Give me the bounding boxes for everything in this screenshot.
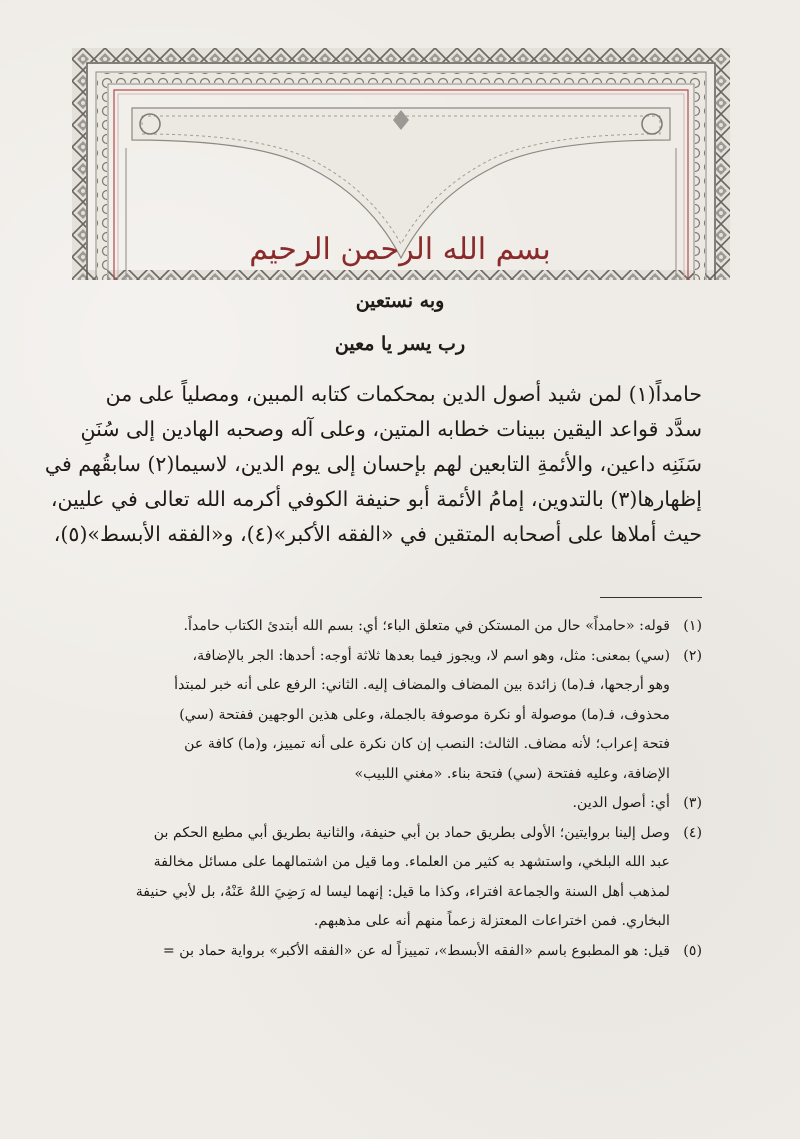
- footnote-text: وصل إلينا بروايتين؛ الأولى بطريق حماد بن أبي حنيفة، والثانية بطريق أبي مطيع الحكم بن: [153, 824, 670, 841]
- footnote-5: [98, 937, 702, 967]
- footnote-number: (٥): [683, 942, 702, 959]
- footnotes: [98, 612, 702, 966]
- footnote-text: قوله: «حامداً» حال من المستكن في متعلق الباء؛ أي: بسم الله أبتدئ الكتاب حامداً.: [183, 618, 670, 634]
- footnote-continuation: لمذهب أهل السنة والجماعة افتراء، وكذا ما قيل: إنهما ليسا له رَضِيَ اللهُ عَنْهُ، بل لأبي حنيفة: [135, 883, 670, 900]
- main-text-line: حيث أملاها على أصحابه المتقين في «الفقه الأكبر»(٤)، و«الفقه الأبسط»(٥)،: [53, 522, 702, 546]
- heading-wa-bihi-nastaeen: وبه نستعين: [355, 290, 445, 312]
- footnote-continuation: محذوف، فـ(ما) موصولة أو نكرة موصوفة بالجملة، وعلى هذين الوجهين ففتحة (سي): [179, 706, 670, 723]
- footnote-continuation: فتحة إعراب؛ لأنه مضاف. الثالث: النصب إن كان نكرة على أنه تمييز، و(ما) كافة عن: [184, 736, 670, 752]
- heading-rabbi-yassir: رب يسر يا معين: [334, 333, 466, 355]
- footnote-1: [98, 612, 702, 642]
- footnote-text: (سي) بمعنى: مثل، وهو اسم لا، ويجوز فيما بعدها ثلاثة أوجه: أحدها: الجر بالإضافة،: [192, 647, 670, 664]
- basmala-calligraphy: بسم الله الرحمن الرحيم: [249, 232, 551, 267]
- main-text-line: إظهارها(٣) بالتدوين، إمامُ الأئمة أبو حنيفة الكوفي أكرمه الله تعالى في عليين،: [50, 487, 702, 511]
- main-text-line: سَنَنِه داعين، والأئمةِ التابعين لهم بإحسان إلى يوم الدين، لاسيما(٢) سابقُهم في: [44, 452, 702, 476]
- footnote-number: (١): [683, 618, 702, 634]
- footnote-4: [98, 819, 702, 849]
- main-text-line: حامداً(١) لمن شيد أصول الدين بمحكمات كتابه المبين، ومصلياً على من: [105, 382, 702, 406]
- main-text: [44, 377, 702, 552]
- main-text-line: سدَّد قواعد اليقين ببينات خطابه المتين، وعلى آله وصحبه الهادين إلى سُنَنِ: [80, 417, 702, 441]
- footnote-text: أي: أصول الدين.: [572, 795, 670, 811]
- footnote-number: (٢): [683, 647, 702, 664]
- footnote-continuation: الإضافة، وعليه ففتحة (سي) فتحة بناء. «مغني اللبيب»: [354, 765, 670, 782]
- footnote-text: قيل: هو المطبوع باسم «الفقه الأبسط»، تمييزاً له عن «الفقه الأكبر» برواية حماد بن =: [162, 942, 670, 959]
- footnote-3: [98, 789, 702, 819]
- footnote-continuation: البخاري. فمن اختراعات المعتزلة زعماً منهم أنه على مذهبهم.: [313, 913, 670, 929]
- footnote-continuation: وهو أرجحها، فـ(ما) زائدة بين المضاف والمضاف إليه. الثاني: الرفع على أنه خبر لمبتدأ: [174, 677, 670, 693]
- footnote-number: (٤): [683, 824, 702, 841]
- footnote-continuation: عبد الله البلخي، واستشهد به كثير من العلماء. وما قيل من اشتمالهما على مسائل مخالفة: [153, 854, 670, 870]
- footnote-separator: [600, 597, 702, 598]
- footnote-2: [98, 642, 702, 672]
- footnote-number: (٣): [683, 795, 702, 811]
